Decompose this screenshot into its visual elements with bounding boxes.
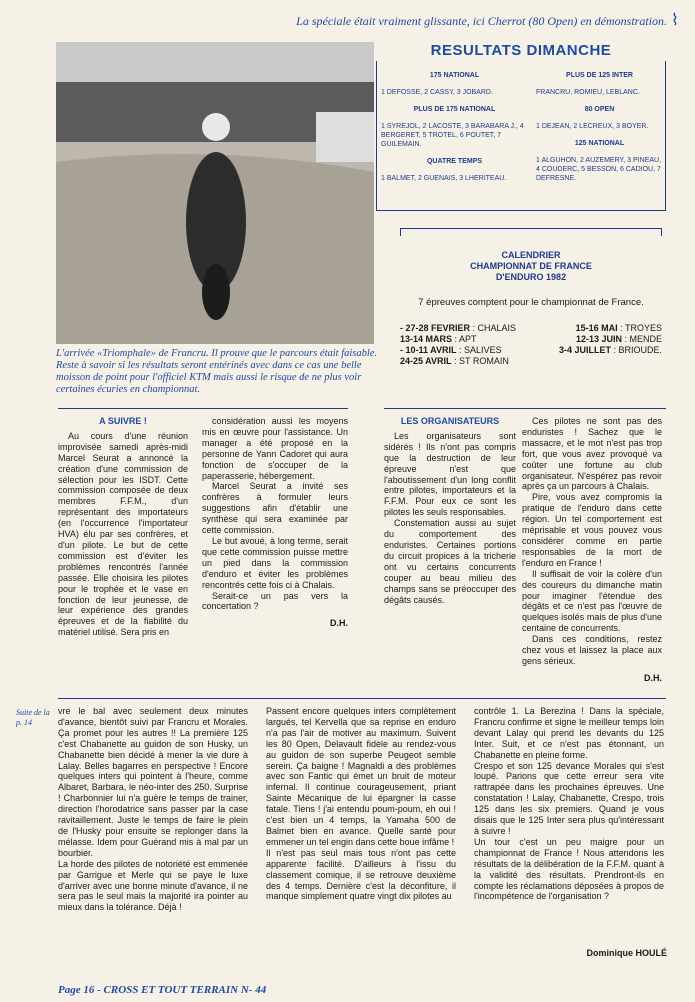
results-left-column: [377, 65, 532, 202]
article-a-paragraph: Serait-ce un pas vers la concertation ?: [202, 590, 348, 612]
article-a-paragraph: Marcel Seurat a invité ses confrères à formuler leurs suggestions afin d'établir une synthèse qui sera examinée par cette commission.: [202, 481, 348, 536]
calendar-entry: - 10-11 AVRIL : SALIVES: [400, 345, 502, 355]
results-head: 80 OPEN: [584, 106, 615, 113]
article-b-paragraph: Il suffisait de voir la colère d'un des coureurs du dimanche matin pour imaginer l'étendue des dégâts et ce n'est pas l'œuvre de quelques isolés mais de plus d'une centaine de concurrents.: [522, 568, 662, 634]
calendar-panel: [400, 228, 662, 378]
calendar-title: [400, 250, 662, 283]
bottom-col-3: contrôle 1. La Berezina ! Dans la spéciale, Francru confirme et signe le meilleur temps loin devant Lalay qui prend les devants du 125 Inter. Suit, et ce n'est pas étonnant, un Chabanette en pleine forme. Crespo et son 125 devance Morales qui s'est loupé. Parions que cette erreur sera vite rattrapée dans les prochaines épreuves. Une constatation ! Lalay, Chabanette, Crespo, trois 125 dans les six premiers. Quand je vous disais que le 125 Inter sera plus qu'intéressant à suivre ! Un tour c'est un peu maigre pour un championnat de France ! Nous attendons les résultats de la délibération de la F.F.M. quant à la validité des résultats. Prendront-ils en compte les réclamations déposées à propos de l'incompétence de l'organisation ?: [474, 706, 664, 902]
results-box: [376, 61, 666, 211]
photo: [56, 42, 374, 344]
results-head: 125 NATIONAL: [574, 140, 625, 147]
divider: [58, 408, 348, 409]
calendar-right-list: [531, 323, 662, 367]
article-b-head: LES ORGANISATEURS: [400, 416, 500, 426]
results-text: FRANCRU, ROMIEU, LEBLANC.: [536, 89, 640, 96]
article-a-paragraph: Au cours d'une réunion improvisée samedi après-midi Marcel Seurat a annoncé la création d'une commission de sélection pour les ISDT. Cette commission composée de deux membres F.F.M., d'un représentant des importateurs (en l'occurrence l'importateur HVA) élu par ses confrères, et d'un pilote. Le but de cette commission est d'éviter les problèmes rencontrés l'année passée. Elle choisira les pilotes pour le trophée et le vase en fonction de leur jeunesse, de leur expérience des grandes épreuves et de la fiabilité du matériel utilisé. Sera pris en: [58, 430, 188, 638]
results-text: 1 SYREJOL, 2 LACOSTE, 3 BARABARA J., 4 BERGERET, 5 TROTEL, 6 POUTET, 7 GUILEMAIN.: [381, 123, 524, 148]
calendar-entry: 13-14 MARS : APT: [400, 334, 477, 344]
results-title: RESULTATS DIMANCHE: [430, 42, 612, 59]
article-b-paragraph: Pire, vous avez compromis la pratique de l'enduro dans cette région. Un tel comportement est méprisable et vous pouvez vous considérer comme en partie responsables de la mort de l'enduro en France !: [522, 492, 662, 568]
results-text: 1 DEJEAN, 2 LECREUX, 3 BOYER.: [536, 123, 649, 130]
calendar-entry: 24-25 AVRIL : ST ROMAIN: [400, 356, 509, 366]
calendar-title-line: D'ENDURO 1982: [495, 272, 567, 282]
bottom-col-1: vre le bal avec seulement deux minutes d'avance, bientôt suivi par Francru et Morales. Ça promet pour les autres !! La première 125 c'est Chabanette au guidon de son Husky, un Chabanette bien décidé à mener la vie dure à Lalay. Belles bagarres en perspective ! Encore quelques inters qui pointent à l'heure, comme Albaret, Barbara, le néo-inter des 250. Surprise ! Charbonnier lui n'a guère le temps de trainer, direction l'horodatrice sans passer par la case ravitaillement. Juste le temps de faire le plein de l'Husky pour ensuite se replonger dans la mélasse. Idem pour Guérand mis à mal par un bourbier. La horde des pilotes de notoriété est emmenée par Garrigue et Merle qui se paye le luxe d'arriver avec une bonne minute d'avance, il ne sera pas le seul mais la majorité ira pointer au mieux dans la tolérance. Déjà !: [58, 706, 248, 913]
article-b-paragraph: Dans ces conditions, restez chez vous et laissez la place aux gens sérieux.: [522, 634, 662, 666]
article-a-paragraph: considération aussi les moyens mis en œuvre pour l'assistance. Un manager a été proposé en la personne de Yann Cadoret qui aura fonction de s'occuper de la paperasserie, hébergement.: [202, 416, 348, 481]
article-a-col-1: [58, 416, 188, 638]
article-b-paragraph: Constemation aussi au sujet du comportement des enduristes. Certaines portions du circuit propices à la tricherie ont vu certains concurrents couper au beau milieu des champs sans se préoccuper des dégâts causés.: [384, 518, 516, 605]
results-head: PLUS DE 175 NATIONAL: [413, 106, 496, 113]
photo-caption: L'arrivée «Triomphale» de Francru. Il prouve que le parcours était faisable. Reste à savoir si les résultats seront entérinés avec dans ce cas une belle moisson de point pour l'officiel KTM mais aussi le risque de ne plus voir certaines écuries en championnat.: [56, 348, 378, 395]
top-caption: La spéciale était vraiment glissante, ici Cherrot (80 Open) en démonstration.: [296, 14, 667, 28]
article-a-head: A SUIVRE !: [99, 416, 147, 426]
calendar-title-line: CALENDRIER: [501, 250, 561, 260]
calendar-intro: 7 épreuves comptent pour le championnat de France.: [418, 297, 644, 308]
article-b-paragraph: Les organisateurs sont sidérés ! Ils n'ont pas compris que la destruction de leur épreuve n'est que l'aboutissement d'un long conflit entre pilotes, importateurs et la F.F.M. Pour eux ce sont les pilotes les seuls responsables.: [384, 430, 516, 518]
results-head: PLUS DE 125 INTER: [566, 72, 633, 79]
divider: [58, 698, 666, 699]
calendar-entry: 3-4 JUILLET : BRIOUDE.: [558, 345, 662, 355]
article-a-col-2: [202, 416, 348, 629]
article-b-paragraph: Ces pilotes ne sont pas des enduristes ! Sachez que le massacre, et le mot n'est pas trop fort, que vous avez provoqué va coûter une fortune au club organisateur. N'espérez pas revoir après ça un parcours à Chalais.: [522, 416, 662, 492]
calendar-entry: - 27-28 FEVRIER : CHALAIS: [400, 323, 517, 333]
continued-note: Suite de la p. 14: [16, 708, 50, 727]
article-a-signature: D.H.: [330, 618, 348, 629]
results-panel: [376, 42, 666, 211]
article-b-col-2: [522, 416, 662, 684]
article-b-col-1: [384, 416, 516, 605]
results-text: 1 BALMET, 2 GUENAIS, 3 LHERITEAU.: [381, 175, 507, 182]
author-signature: Dominique HOULÉ: [586, 948, 667, 958]
article-b-signature: D.H.: [644, 672, 662, 683]
bottom-col-2: Passent encore quelques inters complètement largués, tel Kervella que sa reprise en enduro n'a pas l'air de motiver au maximum. Suivent les 80 Open, Delavault fidèle au rendez-vous au guidon de son superbe Peugeot semble serein. Ça baigne ! Magnaldi a des problèmes avec son Fantic qui émet un bruit de moteur infernal. Il continue courageusement, priant Sainte Mécanique de lui épargner la casse fatale. Tiens ! j'ai entendu poum-poum, eh oui ! c'est bien un 4 temps, la Yamaha 500 de Balmet bien en avance. Quelle santé pour emmener un tel engin dans cette boue infâme ! Il n'est pas seul mais tous n'ont pas cette apparente facilité. D'ailleurs à l'issu du classement comique, il se retrouve deuxième des 4 temps. Dernière c'est la déconfiture, il manque simplement quatre vingt dix pilotes au: [266, 706, 456, 902]
calendar-frame: [400, 228, 662, 236]
results-right-column: [532, 65, 667, 202]
corner-mark-icon: ⌇: [671, 12, 679, 29]
divider: [384, 408, 666, 409]
results-text: 1 ALGUHON, 2 AUZEMERY, 3 PINEAU, 4 COUDERC, 5 BESSON, 6 CADIOU, 7 DEFRESNE.: [536, 157, 662, 182]
calendar-entry: 12-13 JUIN : MENDE: [575, 334, 662, 344]
calendar-left-list: [400, 323, 531, 367]
calendar-title-line: CHAMPIONNAT DE FRANCE: [470, 261, 592, 271]
calendar-grid: [400, 323, 662, 367]
results-head: 175 NATIONAL: [429, 72, 480, 79]
results-head: QUATRE TEMPS: [426, 158, 483, 165]
calendar-entry: 15-16 MAI : TROYES: [575, 323, 662, 333]
article-a-paragraph: Le but avoué, à long terme, serait que cette commission puisse mettre un pied dans la commission d'enduro et éviter les problèmes rencontrés cette fois ci à Chalais.: [202, 535, 348, 590]
results-text: 1 DEFOSSE, 2 CASSY, 3 JOBARD.: [381, 89, 493, 96]
page-footer: Page 16 - CROSS ET TOUT TERRAIN N- 44: [58, 984, 267, 996]
